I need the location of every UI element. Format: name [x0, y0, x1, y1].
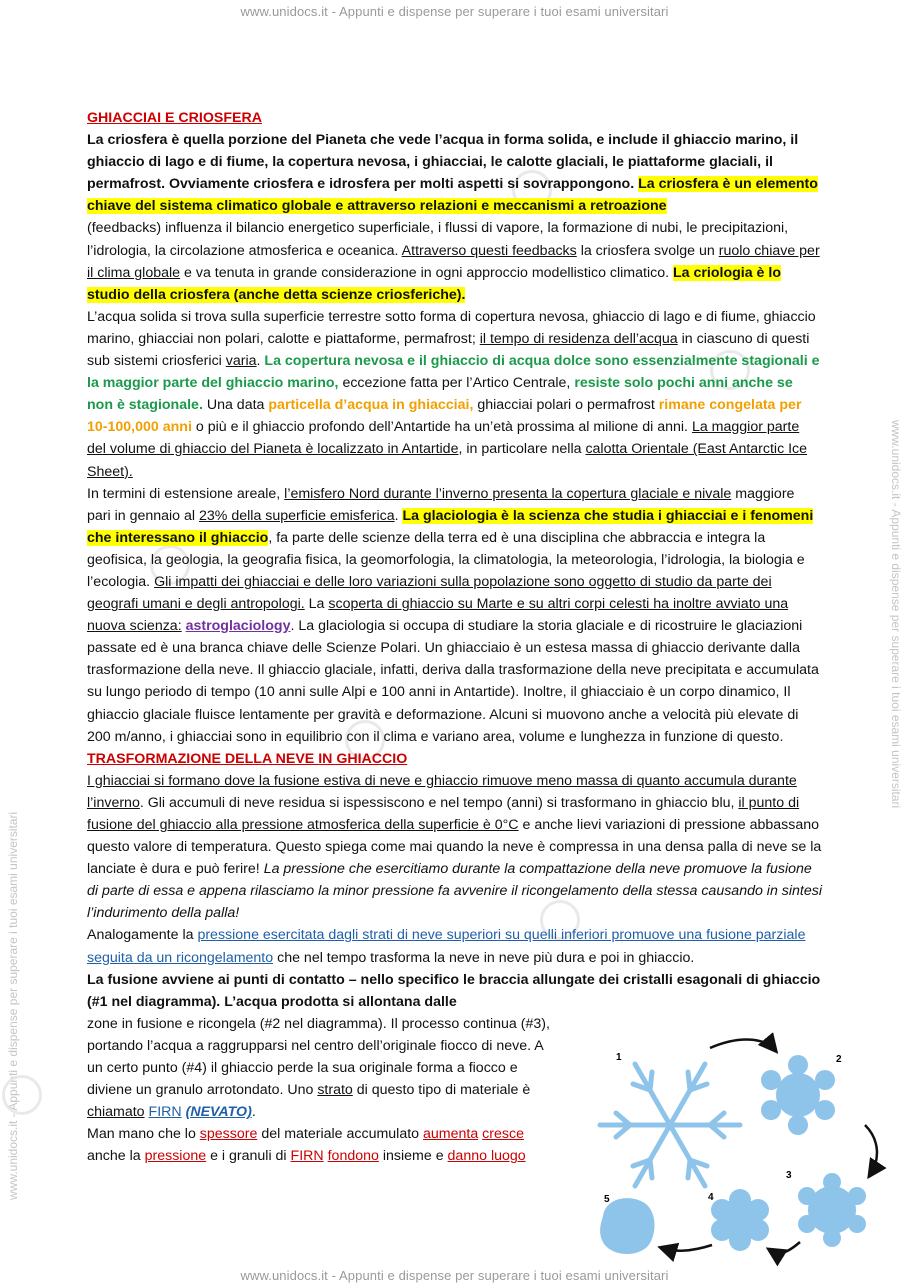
watermark-logo	[2, 1075, 42, 1115]
watermark-top: www.unidocs.it - Appunti e dispense per superare i tuoi esami universitari	[240, 4, 669, 19]
snowflake-stage-4	[711, 1189, 769, 1251]
arrow-2-3	[865, 1125, 877, 1175]
diagram-label-2: 2	[836, 1054, 842, 1065]
diagram-svg	[580, 1030, 890, 1270]
watermark-left: www.unidocs.it - Appunti e dispense per superare i tuoi esami universitari	[6, 811, 20, 1200]
snowflake-stage-3	[798, 1173, 866, 1247]
paragraph-fusione-contatto: La fusione avviene ai punti di contatto – nello specifico le braccia allungate dei cristalli esagonali di ghiaccio (#1 nel diagramma). L’acqua prodotta si allontana dalle	[87, 971, 821, 1010]
snowflake-stage-1	[600, 1064, 740, 1186]
snow-to-ice-diagram	[580, 1030, 890, 1270]
snowflake-stage-2	[761, 1055, 835, 1135]
paragraph-spessore: Man mano che lo spessore del materiale accumulato aumenta cresce anche la pressione e i granuli di FIRN fondono insieme e danno luogo	[87, 1126, 526, 1165]
arrow-1-2	[710, 1040, 775, 1050]
paragraph-analogamente: Analogamente la pressione esercitata dagli strati di neve superiori su quelli inferiori promuove una fusione parziale seguita da un ricongelamento che nel tempo trasforma la neve in neve più dura e poi in ghiaccio.	[87, 927, 806, 966]
paragraph-acqua-solida: L’acqua solida si trova sulla superficie terrestre sotto forma di copertura nevosa, ghiaccio di lago e di fiume, ghiaccio marino, ghiacciai non polari, calotte e piattaforme, permafrost; il tempo di residenza dell’acqua in ciascuno di questi sub sistemi criosferici varia. La copertura nevosa e il ghiaccio di acqua dolce sono essenzialmente stagionali e la maggior parte del ghiaccio marino, eccezione fatta per l’Artico Centrale, resiste solo pochi anni anche se non è stagionale. Una data particella d’acqua in ghiacciai, ghiacciai polari o permafrost rimane congelata per 10-100,000 anni o più e il ghiaccio profondo dell’Antartide ha un’età prossima al milione di anni. La maggior parte del volume di ghiaccio del Pianeta è localizzato in Antartide, in particolare nella calotta Orientale (East Antarctic Ice Sheet).	[87, 308, 820, 480]
paragraph-formazione: I ghiacciai si formano dove la fusione estiva di neve e ghiaccio rimuove meno massa di quanto accumula durante l’inverno. Gli accumuli di neve residua si ispessiscono e nel tempo (anni) si trasformano in ghiaccio blu, il punto di fusione del ghiaccio alla pressione atmosferica della superficie è 0°C e anche lievi variazioni di pressione abbassano questo valore di temperatura. Questo spiega come mai quando la neve è compressa in una densa palla di neve se la lanciate è dura e può ferire! La pressione che esercitiamo durante la compattazione della neve promuove la fusione di parte di essa e appena rilasciamo la minor pressione fa avvenire il ricongelamento della stessa causando in sintesi l’indurimento della palla!	[87, 772, 822, 922]
diagram-label-4: 4	[708, 1192, 714, 1203]
watermark-bottom: www.unidocs.it - Appunti e dispense per superare i tuoi esami universitari	[240, 1268, 669, 1283]
paragraph-firn: zone in fusione e ricongela (#2 nel diagramma). Il processo continua (#3), portando l’acqua a raggrupparsi nel centro dell’originale fiocco di neve. A un certo punto (#4) il ghiaccio perde la sua originale forma a fiocco e diviene un granulo arrotondato. Uno strato di questo tipo di materiale è chiamato FIRN (NEVATO).	[87, 1015, 550, 1121]
section-title-trasformazione: TRASFORMAZIONE DELLA NEVE IN GHIACCIO	[87, 750, 408, 767]
watermark-right: www.unidocs.it - Appunti e dispense per superare i tuoi esami universitari	[889, 420, 903, 809]
paragraph-criosfera: La criosfera è quella porzione del Pianeta che vede l’acqua in forma solida, e include il ghiaccio marino, il ghiaccio di lago e di fiume, la copertura nevosa, i ghiacciai, le calotte glaciali, le piattaforme glaciali, il permafrost. Ovviamente criosfera e idrosfera per molti aspetti si sovrappongono. La criosfera è un elemento chiave del sistema climatico globale e attraverso relazioni e meccanismi a retroazione	[87, 132, 818, 215]
diagram-label-1: 1	[616, 1052, 622, 1063]
section-title-ghiacciai: GHIACCIAI E CRIOSFERA	[87, 110, 262, 126]
diagram-label-5: 5	[604, 1194, 610, 1205]
snowflake-stage-5	[600, 1198, 654, 1254]
paragraph-glaciologia: In termini di estensione areale, l’emisfero Nord durante l’inverno presenta la copertura glaciale e nivale maggiore pari in gennaio al 23% della superficie emisferica. La glaciologia è la scienza che studia i ghiacciai e i fenomeni che interessano il ghiaccio, fa parte delle scienze della terra ed è una disciplina che abbraccia e integra la geofisica, la geologia, la geografia fisica, la geomorfologia, la climatologia, la meteorologia, l’idrologia, la biologia e l’ecologia. Gli impatti dei ghiacciai e delle loro variazioni sulla popolazione sono oggetto di studio da parte dei geografi umani e degli antropologi. La scoperta di ghiaccio su Marte e su altri corpi celesti ha inoltre avviato una nuova scienza: astroglaciology. La glaciologia si occupa di studiare la storia glaciale e di ricostruire le glaciazioni passate ed è una branca chiave delle Scienze Polari. Un ghiacciaio è un estesa massa di ghiaccio derivante dalla trasformazione della neve. Il ghiaccio glaciale, infatti, deriva dalla trasformazione della neve precipitata e accumulata su lungo periodo di tempo (10 anni sulle Alpi e 100 anni in Antartide). Inoltre, il ghiacciaio è un corpo dinamico, Il ghiaccio glaciale fluisce lentamente per gravità e deformazione. Alcuni si muovono anche a velocità più elevate di 200 m/anno, i ghiacciai sono in equilibrio con il clima e variano area, volume e lunghezza in funzione di questo.	[87, 485, 819, 745]
diagram-label-3: 3	[786, 1170, 792, 1181]
arrow-3-4	[770, 1242, 800, 1253]
arrow-4-5	[662, 1245, 712, 1251]
document-body	[87, 107, 822, 1168]
paragraph-feedbacks: (feedbacks) influenza il bilancio energetico superficiale, i flussi di vapore, la formazione di nubi, le precipitazioni, l’idrologia, la circolazione atmosferica e oceanica. Attraverso questi feedbacks la criosfera svolge un ruolo chiave per il clima globale e va tenuta in grande considerazione in ogni approccio modellistico climatico. La criologia è lo studio della criosfera (anche detta scienze criosferiche).	[87, 220, 820, 303]
